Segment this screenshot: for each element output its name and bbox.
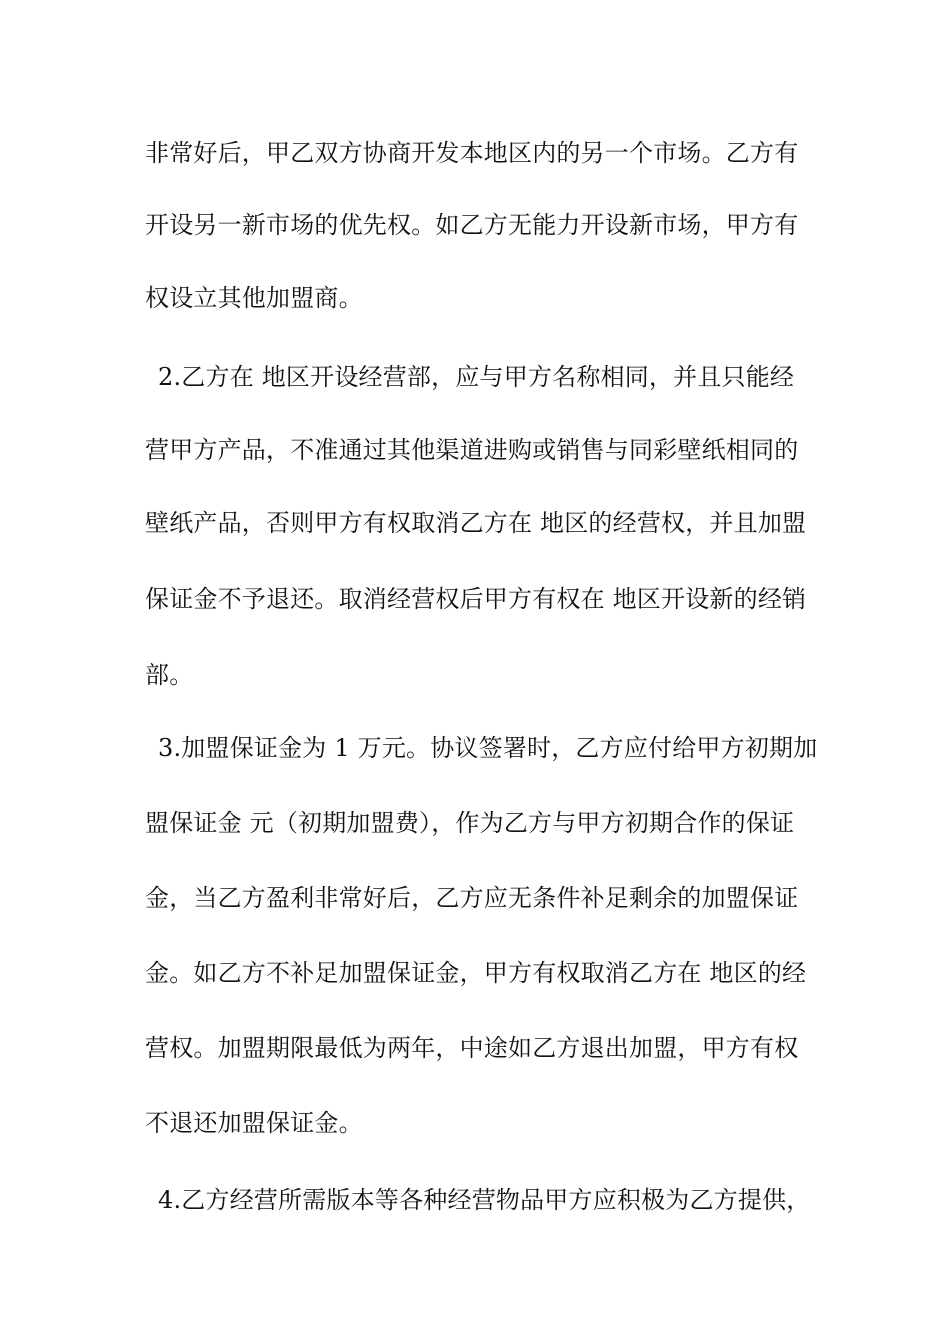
text-line: 盟保证金 元（初期加盟费），作为乙方与甲方初期合作的保证 bbox=[145, 809, 795, 837]
text-line: 非常好后，甲乙双方协商开发本地区内的另一个市场。乙方有 bbox=[145, 139, 799, 167]
text-line: 2.乙方在 地区开设经营部，应与甲方名称相同，并且只能经 bbox=[158, 363, 795, 391]
text-line: 开设另一新市场的优先权。如乙方无能力开设新市场，甲方有 bbox=[145, 211, 799, 239]
text-line: 保证金不予退还。取消经营权后甲方有权在 地区开设新的经销 bbox=[145, 585, 807, 613]
text-line: 金。如乙方不补足加盟保证金，甲方有权取消乙方在 地区的经 bbox=[145, 959, 807, 987]
text-line: 权设立其他加盟商。 bbox=[145, 284, 363, 312]
text-line: 金，当乙方盈利非常好后，乙方应无条件补足剩余的加盟保证 bbox=[145, 884, 799, 912]
text-line: 营甲方产品，不准通过其他渠道进购或销售与同彩壁纸相同的 bbox=[145, 436, 799, 464]
text-line: 4.乙方经营所需版本等各种经营物品甲方应积极为乙方提供， bbox=[158, 1186, 811, 1214]
text-line: 不退还加盟保证金。 bbox=[145, 1109, 363, 1137]
text-line: 营权。加盟期限最低为两年，中途如乙方退出加盟，甲方有权 bbox=[145, 1034, 799, 1062]
text-line: 3.加盟保证金为 1 万元。协议签署时，乙方应付给甲方初期加 bbox=[158, 734, 818, 762]
text-line: 壁纸产品，否则甲方有权取消乙方在 地区的经营权，并且加盟 bbox=[145, 509, 807, 537]
text-line: 部。 bbox=[145, 661, 194, 689]
